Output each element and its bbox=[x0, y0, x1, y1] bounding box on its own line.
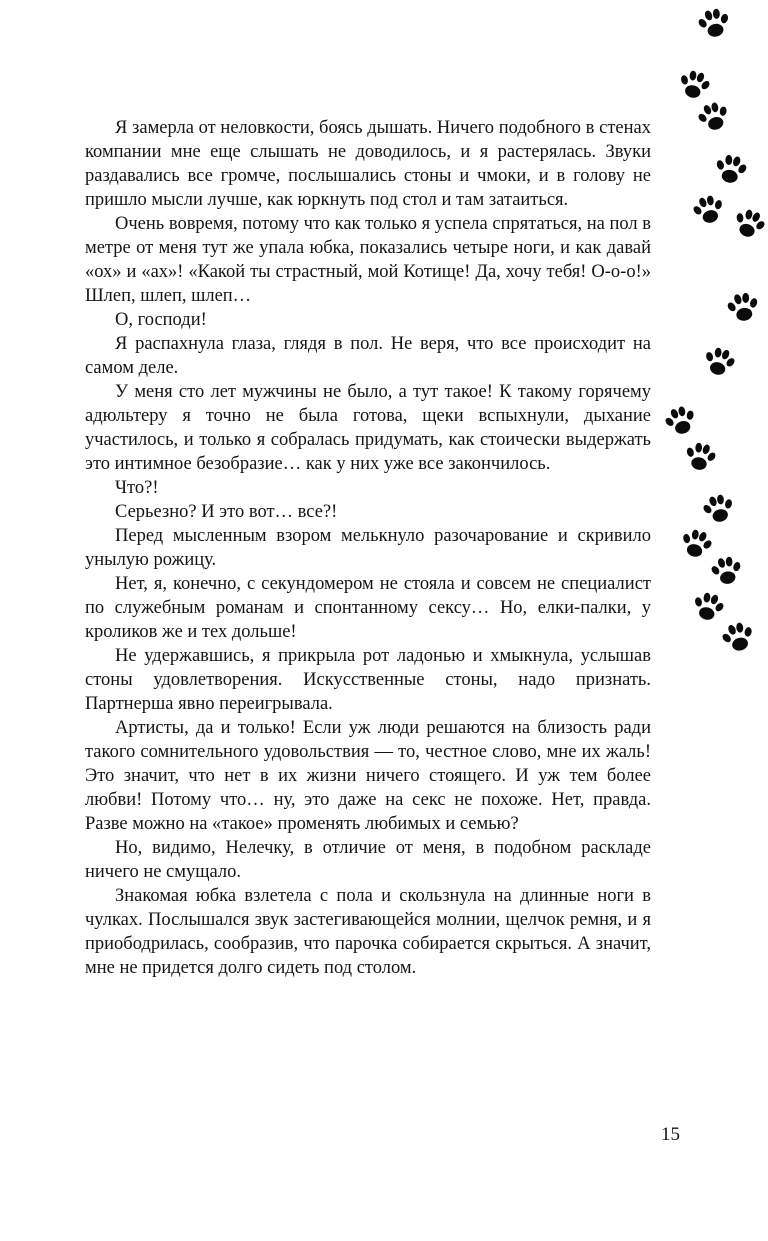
paw-print-icon bbox=[681, 437, 720, 476]
paw-print-icon bbox=[717, 616, 759, 658]
paw-print-icon bbox=[693, 96, 735, 138]
paw-print-icon bbox=[676, 523, 717, 564]
paw-print-icon bbox=[694, 3, 734, 43]
paragraph: У меня сто лет мужчины не было, а тут такое! К такому горячему адюльтеру я точно не была готова, щеки вспыхнули, дыхание участилось, и только я собралась придумать, как стоически выдержать это интимное безобразие… как у них уже все закончилось. bbox=[85, 382, 651, 474]
page-text bbox=[85, 116, 651, 980]
paw-print-icon bbox=[707, 551, 745, 589]
paw-print-icon bbox=[688, 586, 728, 626]
paw-print-icon bbox=[711, 149, 750, 188]
paragraph: О, господи! bbox=[115, 310, 207, 330]
paragraph: Не удержавшись, я прикрыла рот ладонью и хмыкнула, услышав стоны удовлетворения. Искусственные стоны, надо признать. Партнерша явно переигрывала. bbox=[85, 646, 651, 714]
paragraph: Очень вовремя, потому что как только я успела спрятаться, на пол в метре от меня тут же упала юбка, показались четыре ноги, и как давай «ох» и «ах»! «Какой ты страстный, мой Котище! Да, хочу тебя! О-о-о!» Шлеп, шлеп, шлеп… bbox=[85, 214, 651, 306]
paragraph: Но, видимо, Нелечку, в отличие от меня, в подобном раскладе ничего не смущало. bbox=[85, 838, 651, 882]
paragraph: Нет, я, конечно, с секундомером не стояла и совсем не специалист по служебным романам и спонтанному сексу… Но, елки-палки, у кроликов же и тех дольше! bbox=[85, 574, 651, 642]
paw-print-icon bbox=[674, 64, 714, 104]
page-number: 15 bbox=[661, 1124, 680, 1145]
paw-print-icon bbox=[723, 287, 762, 326]
paragraph: Что?! bbox=[115, 478, 159, 498]
paragraph: Знакомая юбка взлетела с пола и скользнула на длинные ноги в чулках. Послышался звук застегивающейся молнии, щелчок ремня, и я приободрилась, сообразив, что парочка собирается скрыться. А значит, мне не придется долго сидеть под столом. bbox=[85, 886, 651, 978]
paw-print-icon bbox=[688, 189, 728, 229]
paragraph: Я распахнула глаза, глядя в пол. Не веря, что все происходит на самом деле. bbox=[85, 334, 651, 378]
paw-print-icon bbox=[698, 488, 738, 528]
paragraph: Артисты, да и только! Если уж люди решаются на близость ради такого сомнительного удовольствия — то, честное слово, мне их жаль! Это значит, что нет в их жизни ничего стоящего. И уж тем более любви! Потому что… ну, это даже на секс не похоже. Нет, правда. Разве можно на «такое» променять любимых и семью? bbox=[85, 718, 651, 834]
paragraph: Перед мысленным взором мелькнуло разочарование и скривило унылую рожицу. bbox=[85, 526, 651, 570]
paw-print-icon bbox=[699, 341, 739, 381]
paw-print-icon bbox=[660, 400, 702, 442]
paragraph: Я замерла от неловкости, боясь дышать. Ничего подобного в стенах компании мне еще слышать не доводилось, и я растерялась. Звуки раздавались все громче, послышались стоны и чмоки, и в голову не пришло мысли лучше, как юркнуть под стол и там затаиться. bbox=[85, 118, 651, 210]
paragraph: Серьезно? И это вот… все?! bbox=[115, 502, 338, 522]
paw-print-icon bbox=[728, 202, 768, 244]
